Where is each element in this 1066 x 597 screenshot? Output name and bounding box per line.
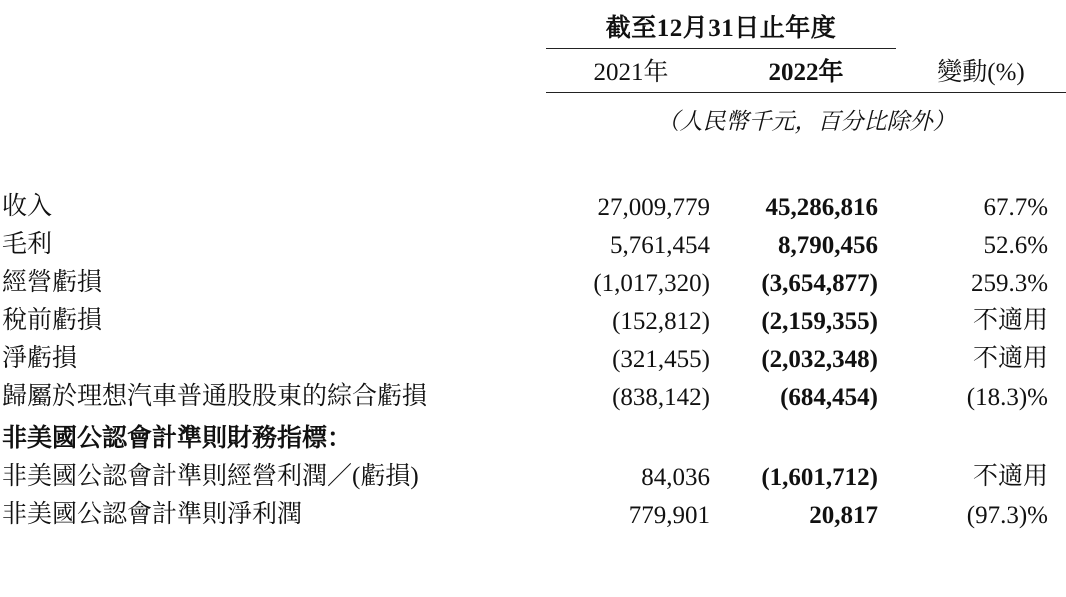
column-header-change: 變動(%) (896, 48, 1066, 92)
row-value-change: 259.3% (970, 270, 1049, 297)
row-value-2021: 779,901 (628, 502, 710, 529)
period-header-spacer-right (896, 0, 1066, 48)
unit-note-label: （人民幣千元，百分比除外） (656, 109, 956, 134)
table-row (0, 374, 1066, 412)
row-label: 非美國公認會計準則經營利潤／(虧損) (2, 463, 419, 490)
header-body-spacer (0, 138, 1066, 184)
column-header-2021: 2021年 (546, 48, 716, 92)
row-value-2021: (152,812) (612, 308, 710, 335)
row-label: 淨虧損 (2, 345, 78, 372)
row-value-2021: (1,017,320) (593, 270, 710, 297)
row-value-change: (18.3)% (966, 384, 1049, 411)
column-header-2022: 2022年 (716, 48, 896, 92)
table-row (0, 184, 1066, 222)
table-row (0, 336, 1066, 374)
row-value-2022: 20,817 (809, 502, 879, 529)
row-label: 經營虧損 (2, 269, 103, 296)
row-value-2021: 84,036 (641, 464, 710, 491)
table-row (0, 454, 1066, 492)
table-row (0, 298, 1066, 336)
section-value-2022 (716, 412, 896, 454)
row-value-2022: 45,286,816 (765, 194, 879, 221)
row-value-change: 不適用 (973, 307, 1049, 334)
row-value-change: 不適用 (973, 345, 1049, 372)
period-header-label: 截至12月31日止年度 (546, 0, 896, 48)
row-value-2021: (838,142) (612, 384, 710, 411)
row-value-change: (97.3)% (966, 502, 1049, 529)
row-value-2022: (3,654,877) (761, 270, 879, 297)
section-value-change (896, 412, 1066, 454)
row-value-2022: (2,159,355) (761, 308, 879, 335)
row-value-2021: 27,009,779 (597, 194, 710, 221)
section-value-2021 (546, 412, 716, 454)
row-label: 毛利 (2, 231, 53, 258)
row-label: 收入 (2, 193, 53, 220)
row-value-2022: (1,601,712) (761, 464, 879, 491)
unit-note-spacer (0, 92, 546, 138)
row-label: 稅前虧損 (2, 307, 103, 334)
row-value-2022: (684,454) (780, 384, 879, 411)
table-row (0, 492, 1066, 530)
column-header-row (0, 48, 1066, 92)
column-header-label-blank (0, 48, 546, 92)
period-header-row (0, 0, 1066, 48)
row-value-change: 不適用 (973, 463, 1049, 490)
row-value-2022: (2,032,348) (761, 346, 879, 373)
period-header-spacer (0, 0, 546, 48)
row-value-change: 52.6% (983, 232, 1049, 259)
row-label: 歸屬於理想汽車普通股股東的綜合虧損 (2, 383, 428, 410)
row-value-2022: 8,790,456 (778, 232, 879, 259)
table-body (0, 184, 1066, 530)
row-value-change: 67.7% (983, 194, 1049, 221)
table-row (0, 222, 1066, 260)
row-label: 非美國公認會計準則淨利潤 (2, 501, 303, 528)
section-label: 非美國公認會計準則財務指標： (2, 425, 353, 452)
unit-note-row (0, 92, 1066, 138)
row-value-2021: (321,455) (612, 346, 710, 373)
row-value-2021: 5,761,454 (610, 232, 710, 259)
table-row (0, 260, 1066, 298)
table-section-row (0, 412, 1066, 454)
table-header (0, 0, 1066, 184)
